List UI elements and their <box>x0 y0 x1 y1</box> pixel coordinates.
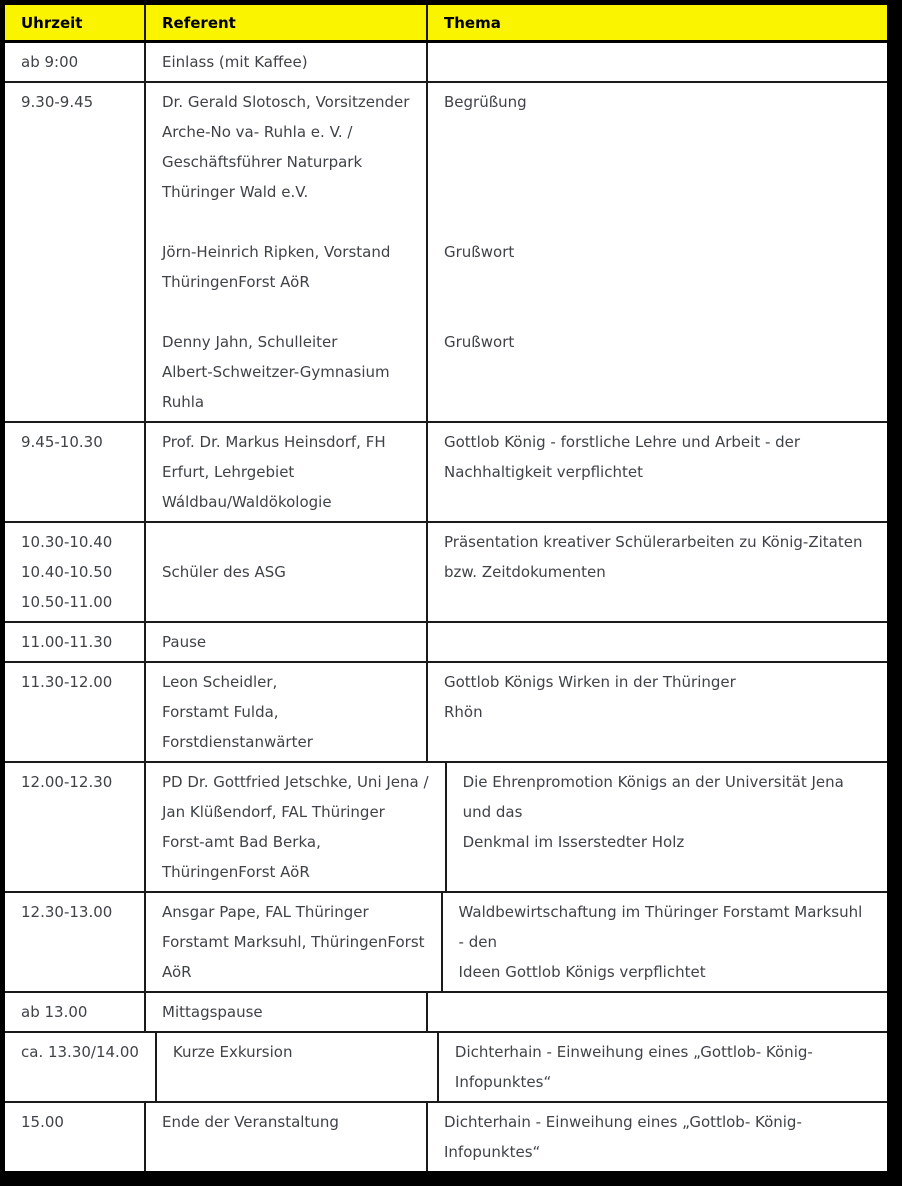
cell-line: Gottlob Königs Wirken in der Thüringer <box>444 673 736 691</box>
cell-line: 15.00 <box>21 1113 64 1131</box>
cell-uhrzeit <box>5 43 144 81</box>
cell-line <box>162 207 410 237</box>
cell-referent <box>144 663 426 761</box>
cell-line: 12.00-12.30 <box>21 773 113 791</box>
cell-line: ab 13.00 <box>21 1003 88 1021</box>
cell-line <box>162 527 410 557</box>
cell-line <box>444 177 871 207</box>
cell-uhrzeit <box>5 1033 155 1101</box>
cell-line: Präsentation kreativer Schülerarbeiten zu König-Zitaten <box>444 533 863 551</box>
cell-thema <box>445 763 887 891</box>
table-row <box>5 621 887 661</box>
cell-uhrzeit <box>5 523 144 621</box>
table-row <box>5 1101 887 1171</box>
table-header-row <box>5 5 887 43</box>
cell-line: Wáldbau/Waldökologie <box>162 493 332 511</box>
cell-line: Nachhaltigkeit verpflichtet <box>444 463 643 481</box>
cell-referent <box>144 893 441 991</box>
cell-line <box>444 47 871 77</box>
cell-line: Forstdienstanwärter <box>162 733 313 751</box>
table-row <box>5 891 887 991</box>
cell-referent <box>144 523 426 621</box>
header-cell-uhrzeit: Uhrzeit <box>21 14 83 32</box>
cell-line: Denny Jahn, Schulleiter <box>162 333 338 351</box>
cell-line: Pause <box>162 633 207 651</box>
table-row <box>5 81 887 421</box>
cell-referent <box>144 1103 426 1171</box>
cell-line: Forstamt Marksuhl, ThüringenForst <box>162 933 425 951</box>
cell-thema <box>426 1103 887 1171</box>
table-row <box>5 1031 887 1101</box>
cell-line: ca. 13.30/14.00 <box>21 1043 139 1061</box>
cell-line: Gottlob König - forstliche Lehre und Arbeit - der <box>444 433 801 451</box>
cell-line: Jörn-Heinrich Ripken, Vorstand <box>162 243 391 261</box>
cell-thema <box>426 83 887 421</box>
cell-referent <box>155 1033 437 1101</box>
cell-uhrzeit <box>5 423 144 521</box>
cell-uhrzeit <box>5 1103 144 1171</box>
cell-thema <box>437 1033 887 1101</box>
cell-line: Waldbewirtschaftung im Thüringer Forstamt Marksuhl - den <box>458 903 863 951</box>
cell-referent <box>144 763 445 891</box>
cell-line: 9.30-9.45 <box>21 93 94 111</box>
cell-line: Forstamt Fulda, <box>162 703 279 721</box>
cell-line: 12.30-13.00 <box>21 903 113 921</box>
cell-line <box>444 297 871 327</box>
cell-line: Infopunktes“ <box>454 1073 552 1091</box>
header-cell-thema: Thema <box>426 5 887 40</box>
cell-thema <box>441 893 887 991</box>
cell-line: 10.50-11.00 <box>21 593 113 611</box>
cell-thema <box>426 43 887 81</box>
cell-line: Dichterhain - Einweihung eines „Gottlob- König- <box>454 1043 813 1061</box>
cell-line <box>162 297 410 327</box>
cell-uhrzeit <box>5 993 144 1031</box>
cell-line: Leon Scheidler, <box>162 673 278 691</box>
cell-thema <box>426 423 887 521</box>
cell-uhrzeit <box>5 663 144 761</box>
table-row <box>5 521 887 621</box>
cell-line <box>444 207 871 237</box>
cell-line <box>444 267 871 297</box>
cell-line: ThüringenForst AöR <box>162 273 310 291</box>
cell-line: Prof. Dr. Markus Heinsdorf, FH <box>162 433 386 451</box>
cell-uhrzeit <box>5 763 144 891</box>
table-row <box>5 991 887 1031</box>
cell-line: PD Dr. Gottfried Jetschke, Uni Jena / <box>162 773 429 791</box>
cell-line: Ansgar Pape, FAL Thüringer <box>162 903 369 921</box>
cell-line: Kurze Exkursion <box>172 1043 293 1061</box>
cell-line: Mittagspause <box>162 1003 263 1021</box>
cell-line: 10.30-10.40 <box>21 533 113 551</box>
cell-line: Ruhla <box>162 393 205 411</box>
cell-referent <box>144 43 426 81</box>
cell-line: Forst-amt Bad Berka, <box>162 833 321 851</box>
cell-line: Jan Klüßendorf, FAL Thüringer <box>162 803 385 821</box>
cell-line <box>444 387 871 417</box>
cell-line: Grußwort <box>444 243 515 261</box>
cell-line: 11.30-12.00 <box>21 673 113 691</box>
cell-line: Schüler des ASG <box>162 563 286 581</box>
cell-line <box>444 147 871 177</box>
cell-thema <box>426 523 887 621</box>
cell-line: Denkmal im Isserstedter Holz <box>462 833 685 851</box>
cell-line: bzw. Zeitdokumenten <box>444 563 606 581</box>
cell-line: AöR <box>162 963 192 981</box>
cell-thema <box>426 623 887 661</box>
cell-line: ab 9:00 <box>21 53 79 71</box>
table-body <box>5 43 887 1171</box>
cell-referent <box>144 423 426 521</box>
header-cell-referent: Referent <box>144 5 426 40</box>
cell-line: ThüringenForst AöR <box>162 863 310 881</box>
table-row <box>5 421 887 521</box>
cell-line: 9.45-10.30 <box>21 433 103 451</box>
cell-line: Ende der Veranstaltung <box>162 1113 339 1131</box>
cell-thema <box>426 993 887 1031</box>
cell-uhrzeit <box>5 623 144 661</box>
cell-uhrzeit <box>5 83 144 421</box>
cell-line <box>444 997 871 1027</box>
cell-line: Erfurt, Lehrgebiet <box>162 463 295 481</box>
cell-thema <box>426 663 887 761</box>
cell-line: Infopunktes“ <box>444 1143 541 1161</box>
cell-referent <box>144 623 426 661</box>
cell-line: Thüringer Wald e.V. <box>162 183 309 201</box>
cell-uhrzeit <box>5 893 144 991</box>
cell-line: Dr. Gerald Slotosch, Vorsitzender <box>162 93 410 111</box>
cell-line: Die Ehrenpromotion Königs an der Universität Jena und das <box>462 773 844 821</box>
cell-referent <box>144 993 426 1031</box>
cell-line <box>444 117 871 147</box>
cell-line: 10.40-10.50 <box>21 563 113 581</box>
cell-line: Einlass (mit Kaffee) <box>162 53 308 71</box>
cell-line <box>444 627 871 657</box>
cell-referent <box>144 83 426 421</box>
cell-line: Dichterhain - Einweihung eines „Gottlob- König- <box>444 1113 802 1131</box>
cell-line: Rhön <box>444 703 483 721</box>
cell-line: Arche-No va- Ruhla e. V. / <box>162 123 353 141</box>
cell-line <box>444 357 871 387</box>
cell-line: Grußwort <box>444 333 515 351</box>
cell-line: Begrüßung <box>444 93 527 111</box>
table-row <box>5 661 887 761</box>
cell-line: Geschäftsführer Naturpark <box>162 153 363 171</box>
table-row <box>5 43 887 81</box>
table-row <box>5 761 887 891</box>
cell-line: 11.00-11.30 <box>21 633 113 651</box>
cell-line: Albert-Schweitzer-Gymnasium <box>162 363 390 381</box>
cell-line: Ideen Gottlob Königs verpflichtet <box>458 963 706 981</box>
